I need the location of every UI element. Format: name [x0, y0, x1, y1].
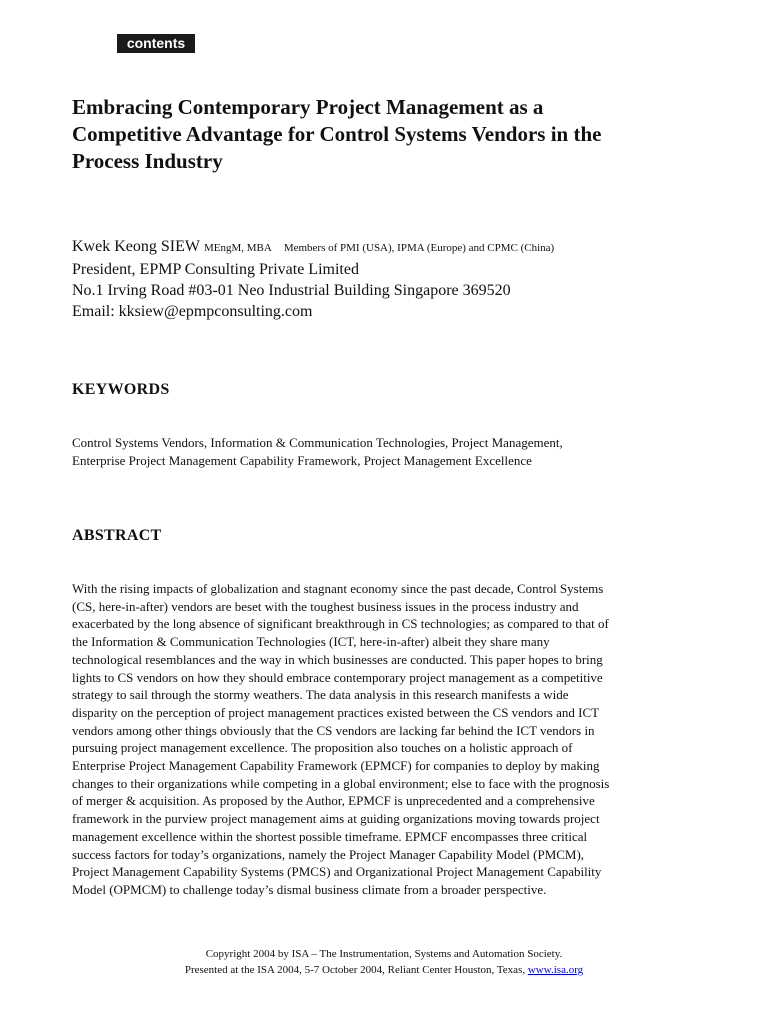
author-memberships: Members of PMI (USA), IPMA (Europe) and CPMC (China) — [283, 242, 555, 254]
keywords-line: Enterprise Project Management Capability Framework, Project Management Excellence — [72, 453, 532, 468]
keywords-text — [72, 434, 712, 470]
author-name-line — [72, 236, 732, 259]
abstract-line: technological resemblances and the way in which businesses are conducted. This paper hopes to bring — [72, 651, 603, 667]
abstract-line: Model (OPMCM) to challenge today’s dismal business climate from a broader perspective. — [72, 881, 547, 897]
abstract-line: management excellence within the shortest possible timeframe. EPMCF encompasses three critical — [72, 828, 588, 844]
footer-presented-line — [0, 962, 768, 978]
author-block — [72, 236, 732, 322]
abstract-line: Enterprise Project Management Capability Framework (EPMCF) for companies to deploy by making — [72, 758, 600, 774]
abstract-line: With the rising impacts of globalization and stagnant economy since the past decade, Control Systems — [72, 581, 604, 596]
footer-copyright: Copyright 2004 by ISA – The Instrumentation, Systems and Automation Society. — [205, 948, 563, 960]
abstract-line: disparity on the perception of project management practices existed between the CS vendors and ICT — [72, 704, 600, 720]
abstract-line: exacerbated by the long absence of significant breakthrough in CS technologies; as compared to that of — [72, 616, 609, 632]
abstract-line: of merger & acquisition. As proposed by the Author, EPMCF is unprecedented and a comprehensive — [72, 793, 595, 809]
abstract-line: success factors for today’s organizations, namely the Project Manager Capability Model (PMCM), — [72, 846, 585, 862]
author-address: No.1 Irving Road #03-01 Neo Industrial Building Singapore 369520 — [72, 282, 511, 299]
abstract-line: pursuing project management excellence. The proposition also touches on a holistic approach of — [72, 740, 573, 756]
isa-website-link[interactable]: www.isa.org — [527, 964, 584, 976]
keywords-line: Control Systems Vendors, Information & Communication Technologies, Project Management, — [72, 435, 563, 450]
abstract-line: (CS, here-in-after) vendors are beset with the toughest business issues in the process industry and — [72, 598, 579, 614]
paper-title — [72, 94, 712, 175]
abstract-heading: ABSTRACT — [72, 527, 162, 544]
footer-presented: Presented at the ISA 2004, 5-7 October 2004, Reliant Center Houston, Texas, — [184, 964, 526, 976]
abstract-line: Project Management Capability Systems (PMCS) and Organizational Project Management Capability — [72, 864, 602, 880]
title-line: Process Industry — [72, 149, 223, 173]
author-email: Email: kksiew@epmpconsulting.com — [72, 303, 313, 320]
abstract-body — [72, 580, 712, 899]
title-line: Embracing Contemporary Project Management as a — [72, 95, 544, 119]
abstract-line: vendors among other things obviously that the CS vendors are lacking far behind the ICT vendors in — [72, 722, 595, 738]
abstract-line: the Information & Communication Technologies (ICT, here-in-after) albeit they share many — [72, 634, 550, 650]
contents-button[interactable]: contents — [117, 34, 195, 53]
author-degrees: MEngM, MBA — [203, 242, 272, 254]
keywords-heading: KEYWORDS — [72, 381, 170, 398]
abstract-line: strategy to sail through the stormy weathers. The data analysis in this research manifests a wide — [72, 687, 569, 703]
abstract-line: changes to their organizations while competing in a global environment; else to face with the prognosis — [72, 775, 610, 791]
author-position: President, EPMP Consulting Private Limited — [72, 261, 359, 278]
author-name: Kwek Keong SIEW — [72, 238, 200, 255]
title-line: Competitive Advantage for Control Systems Vendors in the — [72, 122, 602, 146]
abstract-line: framework in the purview project management aims at guiding organizations moving towards project — [72, 811, 600, 827]
footer — [0, 946, 768, 978]
abstract-line: lights to CS vendors on how they should embrace contemporary project management as a competitive — [72, 669, 603, 685]
